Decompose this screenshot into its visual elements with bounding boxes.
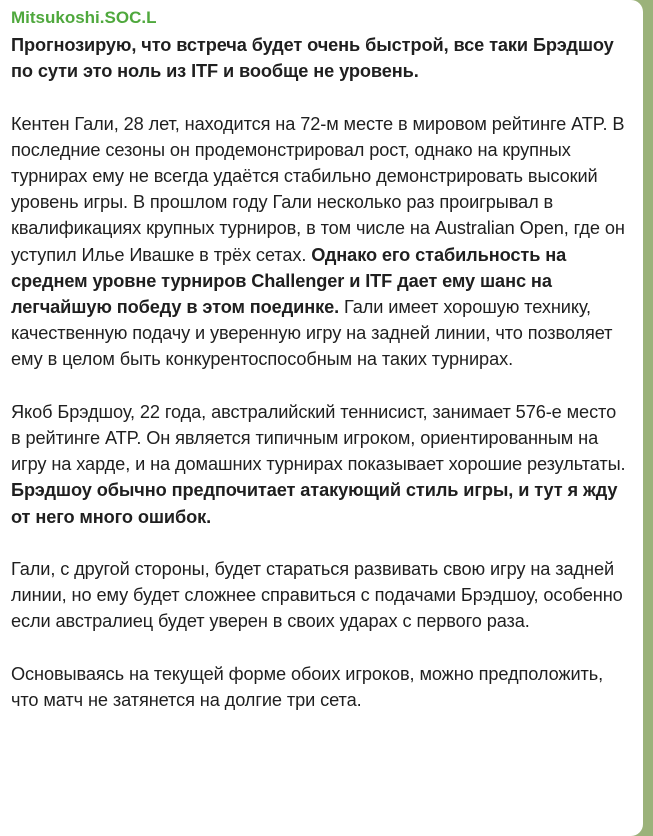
sender-name[interactable]: Mitsukoshi.SOC.L xyxy=(11,8,157,27)
paragraph-comparison: Гали, с другой стороны, будет стараться развивать свою игру на задней линии, но ему будет сложнее справиться с подачами Брэдшоу, особенно если австралиец будет уверен в своих ударах с первого раза. xyxy=(11,559,623,632)
paragraph-bradshaw xyxy=(11,399,629,530)
paragraph-conclusion: Основываясь на текущей форме обоих игроков, можно предположить, что матч не затянется на долгие три сета. xyxy=(11,663,604,711)
chat-background xyxy=(643,0,653,836)
paragraph-galy-tail: Гали имеет хорошую технику, качественную подачу и уверенную игру на задней линии, что позволяет ему в целом быть конкурентоспособным на таких турнирах. xyxy=(11,297,613,370)
paragraph-galy-bold: Однако его стабильность на среднем уровне турниров Challenger и ITF дает ему шанс на легчайшую победу в этом поединке. xyxy=(11,244,567,318)
paragraph-bradshaw-bold: Брэдшоу обычно предпочитает атакующий стиль игры, и тут я жду от него много ошибок. xyxy=(11,480,618,527)
message-intro: Прогнозирую, что встреча будет очень быстрой, все таки Брэдшоу по сути это ноль из ITF и вообще не уровень. xyxy=(11,35,614,82)
paragraph-galy xyxy=(11,111,629,373)
paragraph-galy-text: Кентен Гали, 28 лет, находится на 72-м месте в мировом рейтинге ATP. В последние сезоны он продемонстрировал рост, однако на крупных турнирах ему не всегда удаётся стабильно демонстрировать высокий уровень игры. В прошлом году Гали несколько раз проигрывал в квалификациях крупных турниров, в том числе на Australian Open, где он уступил Илье Ивашке в трёх сетах. xyxy=(11,113,625,265)
message-text xyxy=(11,32,629,713)
paragraph-bradshaw-text: Якоб Брэдшоу, 22 года, австралийский теннисист, занимает 576-е место в рейтинге ATP. Он является типичным игроком, ориентированным на игру на харде, и на домашних турнирах показывает хорошие результаты. xyxy=(11,401,626,475)
